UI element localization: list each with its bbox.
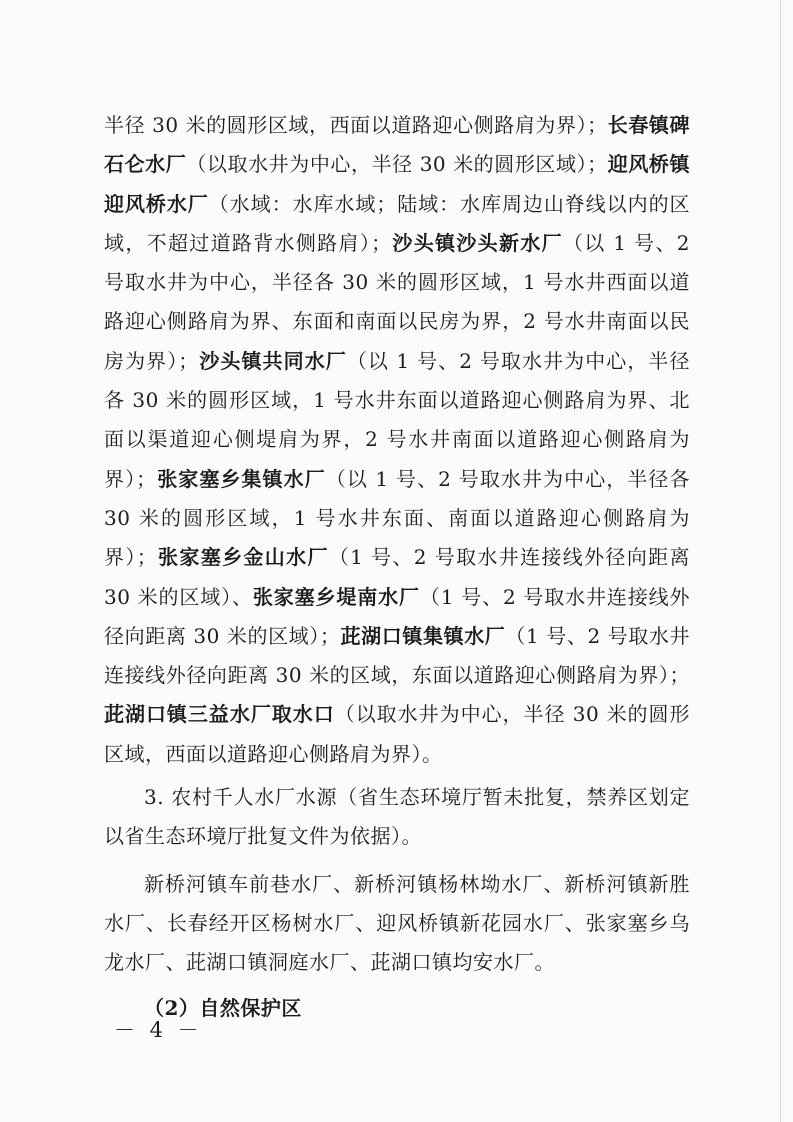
rural-water-source-paragraph: 3. 农村千人水厂水源（省生态环境厅暂未批复，禁养区划定以省生态环境厅批复文件为依据）。 (104, 785, 690, 849)
waterworks-name: 茈湖口镇集镇水厂 (340, 623, 506, 648)
zone-text: （水域：水库水域；陆域：水库周边山脊线以内的区域，不超过道路背水侧路肩）； (104, 191, 691, 255)
page-number: － 4 － (114, 1018, 203, 1042)
waterworks-name: 张家塞乡金山水厂 (157, 545, 329, 570)
nature-reserve-heading: （2）自然保护区 (144, 995, 302, 1020)
waterworks-name: 张家塞乡堤南水厂 (252, 584, 420, 609)
rural-waterworks-list: 新桥河镇车前巷水厂、新桥河镇杨林坳水厂、新桥河镇新胜水厂、长春经开区杨树水厂、迎风桥镇新花园水厂、张家塞乡乌龙水厂、茈湖口镇洞庭水厂、茈湖口镇均安水厂。 (104, 871, 690, 975)
waterworks-name: 沙头镇沙头新水厂 (391, 230, 563, 255)
protection-zones-paragraph (104, 106, 690, 774)
zone-text: （1 号、2 号取水井连接线外径向距离 30 米的区域，东面以道路迎心侧路肩为界）； (104, 623, 690, 688)
scan-edge-line (780, 0, 781, 1122)
waterworks-name: 迎风桥镇迎风桥水厂 (104, 152, 691, 216)
document-body (104, 106, 690, 1028)
zone-text: （以取水井为中心，半径 30 米的圆形区域）； (186, 152, 608, 177)
zone-text: （1 号、2 号取水井连接线外径向距离 30 米的区域）、 (104, 545, 691, 609)
waterworks-name: 茈湖口镇三益水厂取水口 (104, 702, 335, 727)
waterworks-name: 张家塞乡集镇水厂 (156, 466, 326, 491)
zone-text: （以 1 号、2 号取水井为中心，半径各 30 米的圆形区域，1 号水井东面以道路迎心侧路肩为界、北面以渠道迎心侧堤肩为界，2 号水井南面以道路迎心侧路肩为界）； (104, 348, 690, 491)
zone-text: （以取水井为中心，半径 30 米的圆形区域，西面以道路迎心侧路肩为界）。 (104, 702, 691, 766)
zone-text: （以 1 号、2 号取水井为中心，半径各 30 米的圆形区域，1 号水井西面以道路迎心侧路肩为界、东面和南面以民房为界，2 号水井南面以民房为界）； (104, 230, 691, 373)
zone-text: （以 1 号、2 号取水井为中心，半径各 30 米的圆形区域，1 号水井东面、南面以道路迎心侧路肩为界）； (104, 466, 690, 570)
zone-text: 半径 30 米的圆形区域，西面以道路迎心侧路肩为界）； (104, 113, 608, 137)
waterworks-name: 沙头镇共同水厂 (198, 348, 347, 373)
zone-text: （1 号、2 号取水井连接线外径向距离 30 米的区域）； (104, 584, 690, 648)
waterworks-name: 长春镇碑石仑水厂 (104, 113, 691, 177)
